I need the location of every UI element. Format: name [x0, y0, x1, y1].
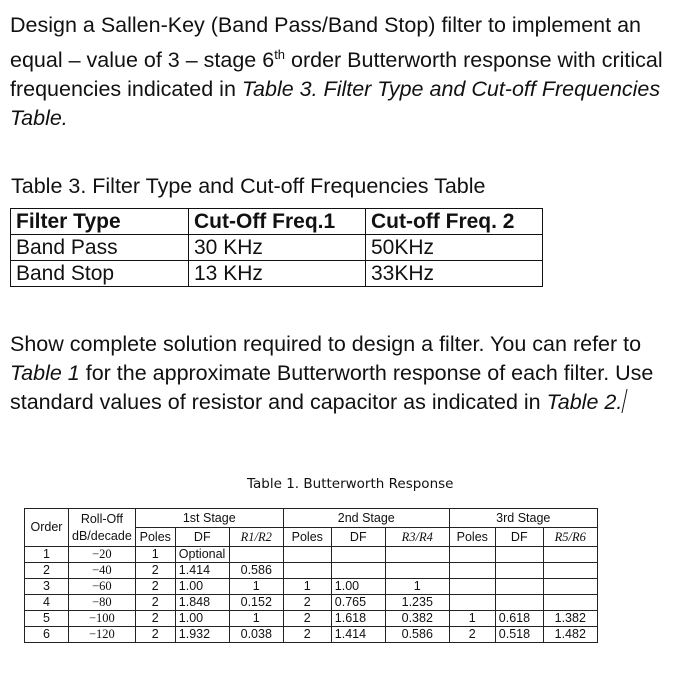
table1-cell: 0.618	[495, 611, 543, 627]
table1-cell: −20	[69, 547, 136, 563]
table1-cell: 1	[229, 611, 283, 627]
table1	[24, 508, 598, 643]
table1-sub-r34: R3/R4	[385, 528, 449, 547]
table1-cell	[449, 595, 495, 611]
table1-cell	[385, 547, 449, 563]
table1-cell: 1.235	[385, 595, 449, 611]
table1-cell	[543, 563, 597, 579]
table1-sub-poles: Poles	[135, 528, 175, 547]
stage3-label: 3rd Stage	[496, 510, 551, 525]
table1-cell: 1.618	[331, 611, 385, 627]
table1-row	[25, 547, 598, 563]
table1-cell: 2	[449, 627, 495, 643]
table1-cell	[229, 547, 283, 563]
table1-cell: 1.482	[543, 627, 597, 643]
table3-header-cell: Cut-Off Freq.1	[189, 209, 366, 235]
text-cursor	[622, 389, 628, 413]
table1-cell: 1.414	[331, 627, 385, 643]
table3-row	[11, 261, 543, 287]
stage1-label: 1st Stage	[182, 510, 236, 525]
table3	[10, 208, 543, 287]
instructions-paragraph	[10, 330, 678, 417]
table1-sub-df: DF	[175, 528, 229, 547]
intro-paragraph	[10, 11, 678, 133]
instructions-text-a: Show complete solution required to design a filter. You can refer to	[10, 332, 642, 356]
table1-col-order: Order	[25, 509, 69, 547]
table1-row	[25, 563, 598, 579]
table1-col-rolloff: Roll-Off dB/decade	[69, 509, 136, 547]
table1-cell	[543, 595, 597, 611]
instructions-ref1: Table 1	[10, 361, 80, 385]
instructions-text-b: for the approximate Butterworth response of each filter. Use standard values of resistor and capacitor as indicated in	[10, 361, 654, 414]
table1-cell	[283, 563, 331, 579]
table1-cell	[543, 547, 597, 563]
table1-cell: 1	[25, 547, 69, 563]
table1-cell: 0.586	[229, 563, 283, 579]
table1-cell: 2	[135, 595, 175, 611]
table1-cell	[331, 547, 385, 563]
table1-cell	[283, 547, 331, 563]
table3-row	[11, 235, 543, 261]
table3-cell: Band Pass	[11, 235, 189, 261]
table3-cell: 33KHz	[366, 261, 543, 287]
table3-header-cell: Cut-off Freq. 2	[366, 209, 543, 235]
table1-cell: 1.00	[175, 579, 229, 595]
table1-stage3-header	[449, 509, 597, 528]
table1-sub-df: DF	[495, 528, 543, 547]
table3-caption: Table 3. Filter Type and Cut-off Frequencies Table	[11, 174, 486, 198]
table1-cell: 2	[135, 611, 175, 627]
table1-sub-poles: Poles	[283, 528, 331, 547]
table3-cell: Band Stop	[11, 261, 189, 287]
table3-header-row	[11, 209, 543, 235]
table1-header-row-1	[25, 509, 598, 528]
table1-sub-r12: R1/R2	[229, 528, 283, 547]
table1-cell: 1.382	[543, 611, 597, 627]
intro-sup: th	[274, 47, 286, 62]
table1-cell: −120	[69, 627, 136, 643]
table1-caption: Table 1. Butterworth Response	[247, 476, 454, 492]
table1-cell: −80	[69, 595, 136, 611]
table1-cell: 2	[135, 627, 175, 643]
table1-cell: 0.518	[495, 627, 543, 643]
table1-cell: 1.932	[175, 627, 229, 643]
table1-cell: 2	[283, 595, 331, 611]
table1-cell	[495, 547, 543, 563]
table1-cell: 0.765	[331, 595, 385, 611]
table1-cell: 5	[25, 611, 69, 627]
table1-cell: 2	[283, 627, 331, 643]
table1-cell	[495, 595, 543, 611]
table1-stage2-header	[283, 509, 449, 528]
table1-cell: 0.586	[385, 627, 449, 643]
table1-cell: Optional	[175, 547, 229, 563]
table3-cell: 30 KHz	[189, 235, 366, 261]
table1-row	[25, 579, 598, 595]
table1-cell	[449, 547, 495, 563]
table1-cell: 2	[25, 563, 69, 579]
table1-cell: 1	[135, 547, 175, 563]
intro-text-b: order Butterworth response with critical frequencies indicated in	[10, 48, 663, 102]
table1-cell: −40	[69, 563, 136, 579]
table1-cell: 3	[25, 579, 69, 595]
table1-cell: 1.414	[175, 563, 229, 579]
table1-cell	[543, 579, 597, 595]
table1-sub-poles: Poles	[449, 528, 495, 547]
table1-cell: 1	[449, 611, 495, 627]
table1-cell: −60	[69, 579, 136, 595]
table1-cell	[495, 563, 543, 579]
table1-stage1-header	[135, 509, 283, 528]
table3-header-cell: Filter Type	[11, 209, 189, 235]
table1-cell: 0.038	[229, 627, 283, 643]
table1-cell	[385, 563, 449, 579]
instructions-ref2: Table 2.	[546, 390, 623, 414]
table1-row	[25, 595, 598, 611]
intro-text-a: Design a Sallen-Key (Band Pass/Band Stop) filter to implement an equal – value of 3 – stage 6	[10, 13, 641, 73]
table1-cell: 1	[229, 579, 283, 595]
table1-body	[25, 547, 598, 643]
table1-cell: 4	[25, 595, 69, 611]
table1-cell: 1.00	[331, 579, 385, 595]
table1-row	[25, 627, 598, 643]
table1-cell	[449, 579, 495, 595]
table1-cell: 1.00	[175, 611, 229, 627]
table1-cell	[495, 579, 543, 595]
table3-cell: 13 KHz	[189, 261, 366, 287]
table1-cell: 1	[385, 579, 449, 595]
stage2-label: 2nd Stage	[337, 510, 395, 525]
table1-cell: 0.382	[385, 611, 449, 627]
table3-cell: 50KHz	[366, 235, 543, 261]
intro-table-ref: Table 3. Filter Type and Cut-off Frequencies Table.	[10, 77, 661, 131]
table1-cell: 2	[135, 579, 175, 595]
table1-sub-df: DF	[331, 528, 385, 547]
table1-cell: 2	[135, 563, 175, 579]
table1-cell: −100	[69, 611, 136, 627]
table1-sub-r56: R5/R6	[543, 528, 597, 547]
table1-row	[25, 611, 598, 627]
table1-cell: 0.152	[229, 595, 283, 611]
table1-cell: 1.848	[175, 595, 229, 611]
table1-cell	[331, 563, 385, 579]
table1-cell: 2	[283, 611, 331, 627]
table1-cell: 1	[283, 579, 331, 595]
table1-cell: 6	[25, 627, 69, 643]
table1-cell	[449, 563, 495, 579]
